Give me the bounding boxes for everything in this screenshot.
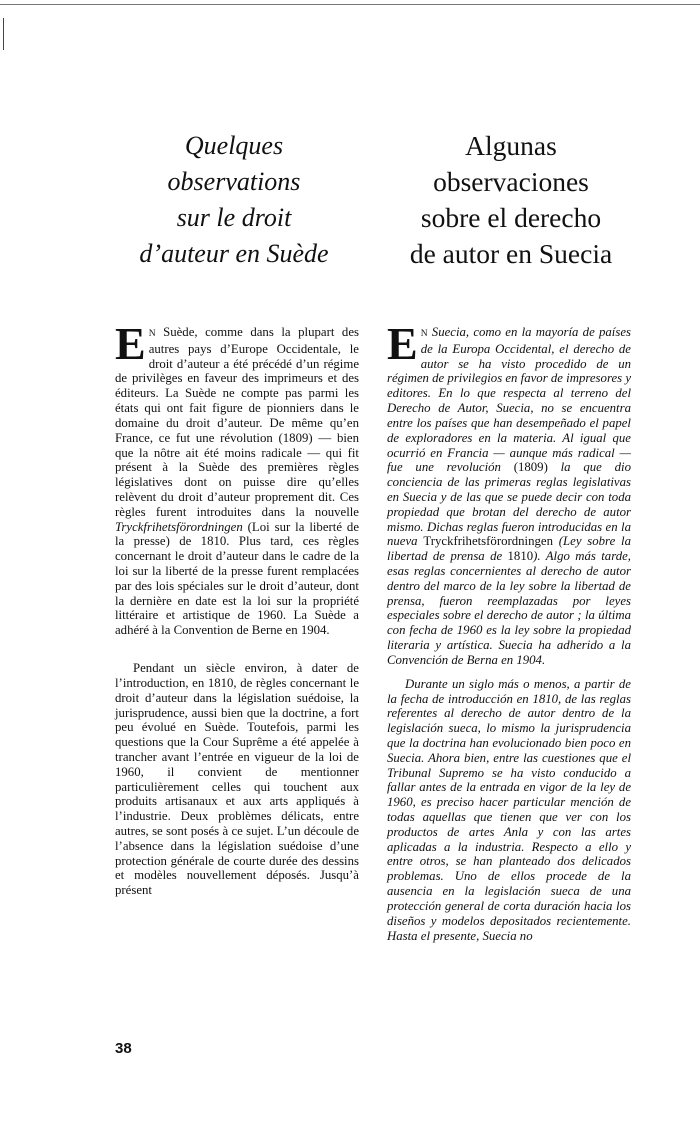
margin-mark — [3, 18, 4, 50]
page-number: 38 — [115, 1040, 132, 1057]
spanish-lead-smallcap: N — [420, 329, 428, 339]
spanish-paragraph-1 — [387, 318, 631, 668]
title-french-line: observations — [167, 167, 301, 196]
french-paragraph-2: Pendant un siècle environ, à dater de l’introduction, en 1810, de règles concernant le droit d’auteur dans la législation suédoise, la jurisprudence, aussi bien que la doctrine, a fort peu évolué en Suède. Toutefois, parmi les questions que la Cour Suprême a été appelée à trancher avant l’entrée en vigueur de la loi de 1960, il convient de mentionner particulièrement celles qui touchent aux produits artisanaux et aux arts appliqués à l’industrie. Deux problèmes délicats, entre autres, se sont posés à ce sujet. L’un découle de l’absence dans la législation suédoise d’une protection générale de courte durée des dessins et modèles nouvellement déposés. Jusqu’à présent — [115, 661, 359, 898]
french-column — [115, 318, 359, 898]
french-lead-smallcap: N — [148, 329, 156, 339]
french-drop-cap: E — [115, 318, 146, 369]
title-spanish-line: Algunas — [465, 130, 557, 161]
french-paragraph-1 — [115, 318, 359, 638]
title-french-line: Quelques — [184, 131, 284, 160]
spanish-text: Suecia, como en la mayoría de países de la Europa Occidental, el derecho de autor se ha visto procedido de un régimen de privilegios en favor de impresores y editores. En lo que respecta al terreno del Derecho de Autor, Suecia, no se encuentra entre los países que han desempeñado el papel de exploradores en la materia. Al igual que ocurrió en Francia — aunque más radical — fue une revolución — [387, 325, 631, 475]
french-law-name: Tryckfrihetsförordningen — [115, 519, 243, 534]
spanish-year: 1810 — [507, 549, 534, 564]
spanish-paragraph-2: Durante un siglo más o menos, a partir de la fecha de introducción en 1810, de las reglas referentes al derecho de autor dentro de la legislación sueca, lo mismo la jurisprudencia que la doctrina han evolucionado bien poco en Suecia. Ahora bien, entre las cuestiones que el Tribunal Supremo se ha visto conducido a fallar antes de la entrada en vigor de la ley de 1960, es preciso hacer particular mención de todas aquellas que tienen que ver con los productos de artes Anla y con las artes aplicadas a la industria. Respecto a ello y entre otros, se han planteado dos delicados problemas. Uno de ellos procede de la ausencia en la legislación sueca de una protección general de corta duración hacia los diseños y modelos depositados recientemente. Hasta el presente, Suecia no — [387, 676, 631, 943]
french-text: Suède, comme dans la plupart des autres pays d’Europe Occidentale, le droit d’auteur a été précédé d’un régime de privilèges en faveur des imprimeurs et des éditeurs. La Suède ne compte pas parmi les états qui ont fait figure de pionniers dans le domaine du droit d’auteur. De même qu’en France, ce fut une révolution (1809) — bien que la nôtre ait été moins radicale — qui fit présent à la Suède des premières règles législatives dont on puisse dire qu’elles relèvent du droit d’auteur proprement dit. Ces règles furent introduites dans la nouvelle — [115, 325, 359, 519]
top-rule — [0, 4, 700, 5]
spanish-text: ). Algo más tarde, esas reglas concernientes al derecho de autor dentro del marco de la ley sobre la libertad de prensa, fueron reemplazadas por leyes especiales sobre el derecho de autor ; la última con fecha de 1960 es la ley sobre la propiedad literaria y artística. Suecia ha adherido a la Convención de Berna en 1904. — [387, 549, 631, 667]
spanish-column — [387, 318, 631, 943]
title-spanish-line: sobre el derecho — [420, 202, 602, 233]
spanish-drop-cap: E — [387, 318, 418, 369]
spanish-text: la que dio conciencia de las primeras reglas legislativas en Suecia y de las que se puede decir con toda propiedad que brotan del derecho de autor mismo. Dichas reglas fueron introducidas en la nueva — [387, 460, 631, 549]
title-french-line: d’auteur en Suède — [139, 239, 329, 268]
french-text: (Loi sur la liberté de la presse) de 1810. Plus tard, ces règles concernant le droit d’auteur dans le cadre de la loi sur la liberté de la presse furent remplacées par des lois spéciales sur le droit d’auteur, dont la dernière en date est la loi sur la propriété littéraire et artistique de 1960. La Suède a adhéré à la Convention de Berne en 1904. — [115, 519, 359, 638]
title-spanish-line: observaciones — [433, 166, 589, 197]
title-spanish — [380, 128, 642, 272]
title-french — [108, 128, 360, 272]
spanish-text: (Ley sobre la libertad de prensa de — [387, 534, 631, 564]
title-french-line: sur le droit — [176, 203, 292, 232]
title-spanish-line: de autor en Suecia — [409, 238, 613, 269]
spanish-year: (1809) — [513, 460, 548, 475]
spanish-law-name: Tryckfrihetsförordningen — [423, 534, 553, 549]
